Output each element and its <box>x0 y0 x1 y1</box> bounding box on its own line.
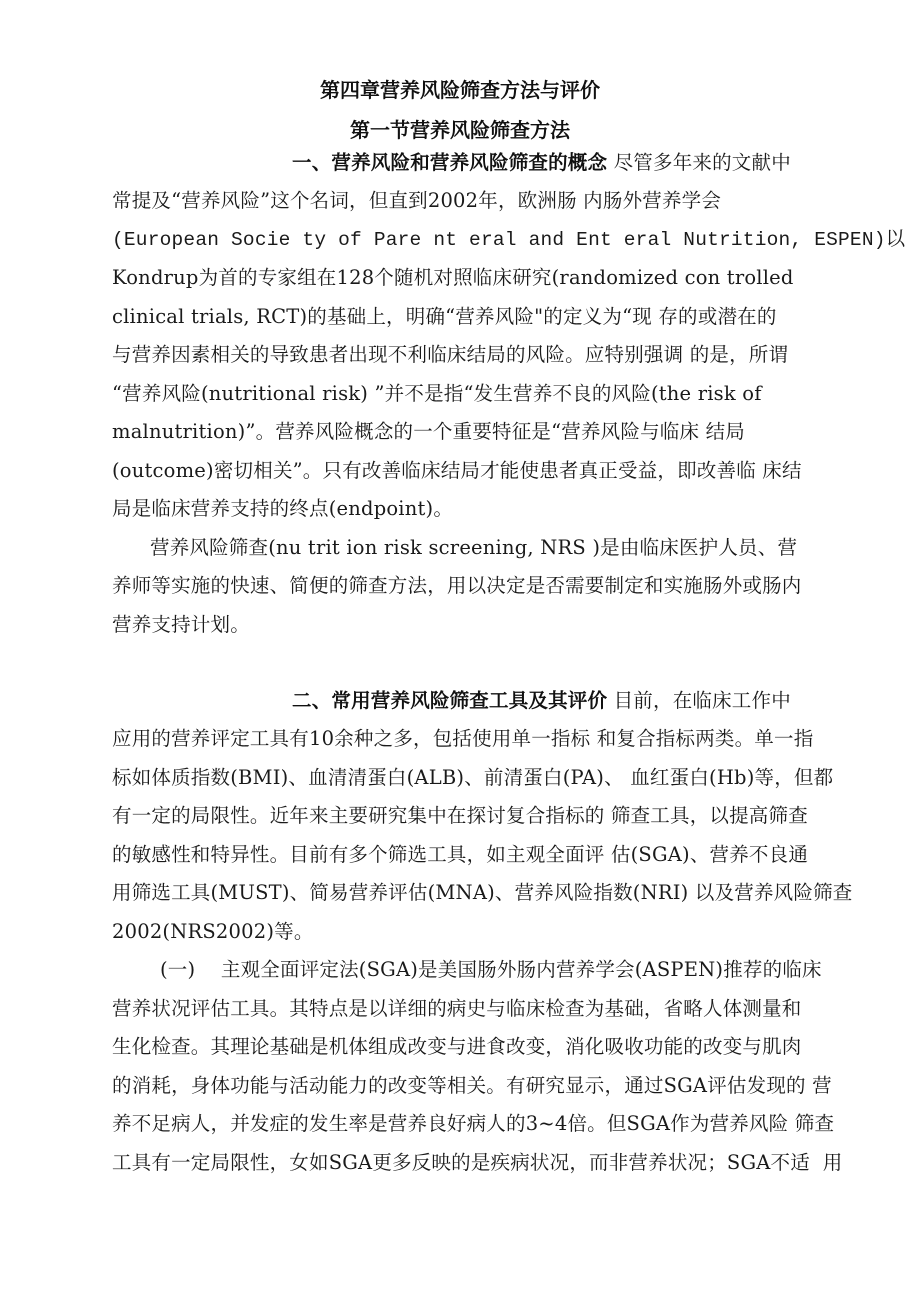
part3-line-3: 的消耗，身体功能与活动能力的改变等相关。有研究显示，通过SGA评估发现的 营 <box>112 1074 832 1097</box>
part3-line-4: 养不足病人，并发症的发生率是营养良好病人的3~4倍。但SGA作为营养风险 筛查 <box>112 1112 835 1135</box>
part1-para2-line-2: 营养支持计划。 <box>112 613 250 636</box>
part1-line-1: 常提及“营养风险”这个名词，但直到2002年，欧洲肠 内肠外营养学会 <box>112 189 722 212</box>
part3-line-2: 生化检查。其理论基础是机体组成改变与进食改变，消化吸收功能的改变与肌肉 <box>112 1035 802 1058</box>
part1-line-5: 与营养因素相关的导致患者出现不利临床结局的风险。应特别强调 的是，所谓 <box>112 343 789 366</box>
part2-line-0: 目前，在临床工作中 <box>613 689 791 712</box>
part1-line-3: Kondrup为首的专家组在128个随机对照临床研究(randomized con trolled <box>112 266 794 289</box>
part2-line-1: 应用的营养评定工具有10余种之多，包括使用单一指标 和复合指标两类。单一指 <box>112 727 814 750</box>
part1-heading: 一、营养风险和营养风险筛查的概念 <box>292 151 608 174</box>
part2-line-6: 2002(NRS2002)等。 <box>112 920 314 943</box>
chapter-title: 第四章营养风险筛查方法与评价 <box>320 78 600 102</box>
part1-line-9: 局是临床营养支持的终点(endpoint)。 <box>112 497 454 520</box>
part2-line-4: 的敏感性和特异性。目前有多个筛选工具，如主观全面评 估(SGA)、营养不良通 <box>112 843 809 866</box>
section-title: 第一节营养风险筛查方法 <box>350 118 570 142</box>
part1-line-7: malnutrition)”。营养风险概念的一个重要特征是“营养风险与临床 结局 <box>112 420 745 443</box>
part2-line-5: 用筛选工具(MUST)、简易营养评估(MNA)、营养风险指数(NRI) 以及营养风险筛查 <box>112 881 853 904</box>
part2-line-3: 有一定的局限性。近年来主要研究集中在探讨复合指标的 筛查工具，以提高筛查 <box>112 804 808 827</box>
part1-line-6: “营养风险(nutritional risk) ”并不是指“发生营养不良的风险(the risk of <box>112 382 762 405</box>
part1-para2-line-0: 营养风险筛查(nu trit ion risk screening, NRS )是由临床医护人员、营 <box>150 536 798 559</box>
part1-para2-line-1: 养师等实施的快速、简便的筛查方法，用以决定是否需要制定和实施肠外或肠内 <box>112 574 802 597</box>
part3-line-5: 工具有一定局限性，女如SGA更多反映的是疾病状况，而非营养状况；SGA不适 用 <box>112 1151 843 1174</box>
part1-line-8: (outcome)密切相关”。只有改善临床结局才能使患者真正受益，即改善临 床结 <box>112 459 802 482</box>
part2-first-line <box>292 689 920 713</box>
part3-line-0: (一) 主观全面评定法(SGA)是美国肠外肠内营养学会(ASPEN)推荐的临床 <box>160 958 822 981</box>
part1-line-0: 尽管多年来的文献中 <box>613 151 791 174</box>
part1-line-2: (European Socie ty of Pare nt eral and Ent eral Nutrition, ESPEN)以 <box>112 229 906 251</box>
part2-line-2: 标如体质指数(BMI)、血清清蛋白(ALB)、前清蛋白(PA)、 血红蛋白(Hb)等，但都 <box>112 766 834 789</box>
part1-line-4: clinical trials, RCT)的基础上，明确“营养风险"的定义为“现 存的或潜在的 <box>112 305 777 328</box>
part3-line-1: 营养状况评估工具。其特点是以详细的病史与临床检查为基础，省略人体测量和 <box>112 997 802 1020</box>
part2-heading: 二、常用营养风险筛查工具及其评价 <box>292 689 608 712</box>
part1-first-line <box>292 151 920 175</box>
